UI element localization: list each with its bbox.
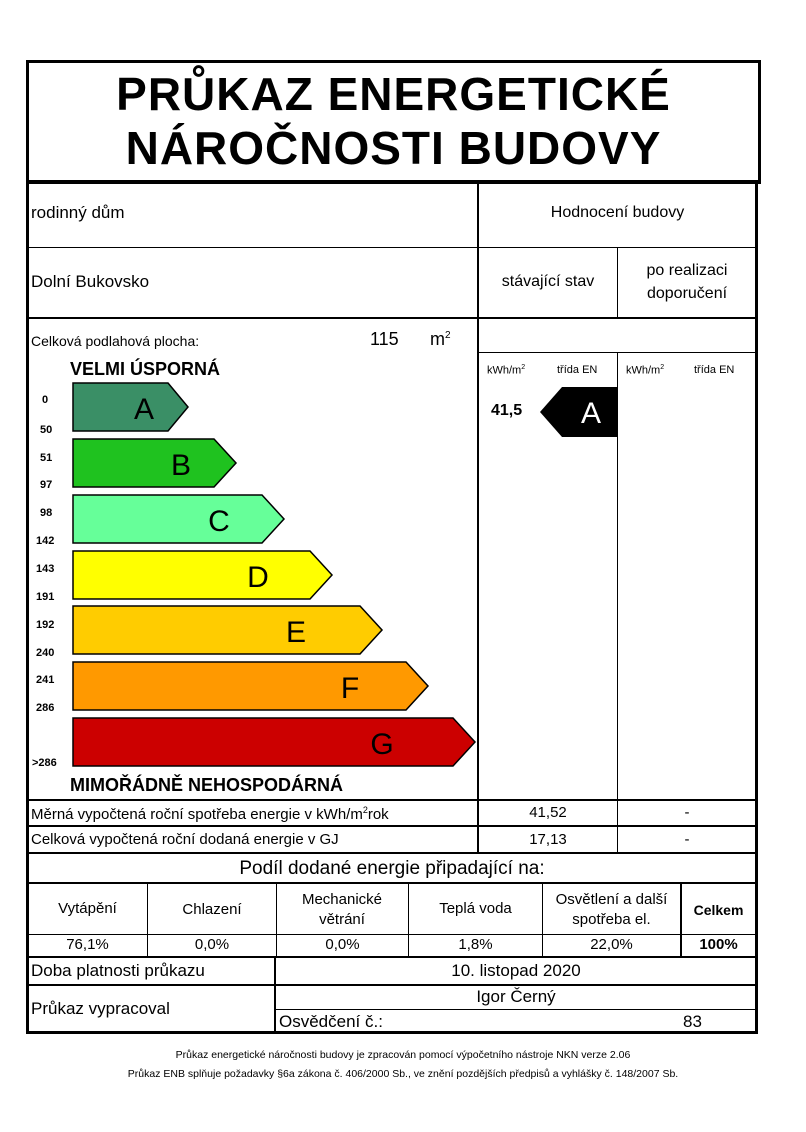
total-energy-label: Celková vypočtená roční dodaná energie v GJ	[31, 831, 339, 848]
energy-scale	[28, 378, 478, 778]
rating-after-header-1: po realizaci	[646, 262, 728, 279]
band-b-shape	[73, 439, 236, 487]
band-c-from: 98	[40, 507, 53, 519]
current-class-marker	[538, 386, 618, 438]
certificate-label: Osvědčení č.:	[279, 1012, 383, 1031]
band-f-from: 241	[36, 674, 55, 686]
rating-title: Hodnocení budovy	[550, 204, 685, 221]
band-b-to: 97	[40, 479, 53, 491]
band-a-to: 50	[40, 424, 53, 436]
band-e-to: 240	[36, 647, 55, 659]
share-head-cooling: Chlazení	[182, 901, 242, 918]
band-f-to: 286	[36, 702, 55, 714]
building-type: rodinný dům	[31, 203, 125, 222]
share-head-heating: Vytápění	[58, 900, 117, 917]
share-value-hot-water: 1,8%	[458, 936, 493, 953]
validity-value: 10. listopad 2020	[451, 961, 581, 980]
scale-top-label: VELMI ÚSPORNÁ	[70, 359, 221, 379]
footer-line-2: Průkaz ENB splňuje požadavky §6a zákona č. 406/2000 Sb., ve znění pozdějších předpisů a vyhlášky č. 148/2007 Sb.	[127, 1068, 679, 1080]
share-title: Podíl dodané energie připadající na:	[239, 858, 545, 879]
rating-current-header: stávající stav	[501, 273, 595, 290]
band-d-from: 143	[36, 563, 55, 575]
col-class-after: třída EN	[694, 364, 735, 376]
col-kwh-after: kWh/$m^2$	[626, 364, 665, 377]
band-c-to: 142	[36, 535, 55, 547]
title-line-2: NÁROČNOSTI BUDOVY	[125, 122, 662, 174]
share-value-ventilation: 0,0%	[325, 936, 360, 953]
total-energy-current: 17,13	[529, 831, 567, 848]
col-class-current: třída EN	[557, 364, 598, 376]
band-b	[40, 439, 236, 491]
band-d-to: 191	[36, 591, 55, 603]
band-c-letter: C	[208, 505, 230, 538]
scale-bottom-label: MIMOŘÁDNĚ NEHOSPODÁRNÁ	[70, 775, 344, 795]
band-b-letter: B	[170, 449, 192, 482]
specific-consumption-current: 41,52	[529, 804, 567, 821]
building-location: Dolní Bukovsko	[31, 272, 150, 291]
band-g-letter: G	[370, 728, 394, 761]
band-g-shape	[73, 718, 475, 766]
band-d-letter: D	[247, 561, 269, 594]
band-g-from: >286	[32, 757, 57, 769]
share-value-cooling: 0,0%	[194, 936, 230, 953]
band-d	[36, 551, 332, 603]
area-label: Celková podlahová plocha:	[31, 333, 200, 349]
band-e	[36, 606, 382, 659]
band-a	[40, 383, 188, 436]
specific-consumption-after: -	[684, 804, 690, 821]
band-a-letter: A	[133, 393, 155, 426]
share-head-ventilation: Mechanické větrání	[301, 891, 383, 928]
band-f-letter: F	[340, 672, 360, 705]
rating-after-header-2: doporučení	[646, 285, 728, 302]
current-value: 41,5	[491, 402, 523, 419]
area-value: 115	[370, 329, 399, 349]
share-head-lighting: Osvětlení a další spotřeba el.	[555, 891, 668, 928]
share-value-heating: 76,1%	[66, 936, 109, 953]
validity-label: Doba platnosti průkazu	[31, 961, 205, 980]
specific-consumption-label: Měrná vypočtená roční spotřeba energie v kWh/$m^2rok$	[31, 805, 389, 823]
share-value-lighting: 22,0%	[590, 936, 633, 953]
col-kwh-current: kWh/$m^2$	[487, 364, 526, 377]
area-unit: $m^2$	[430, 329, 451, 349]
share-head-hot-water: Teplá voda	[439, 900, 512, 917]
band-f-shape	[73, 662, 428, 710]
band-f	[36, 662, 428, 714]
band-e-from: 192	[36, 619, 55, 631]
band-c	[36, 495, 284, 547]
band-e-shape	[73, 606, 382, 654]
band-a-shape	[73, 383, 188, 431]
author-label: Průkaz vypracoval	[31, 999, 170, 1018]
title-block	[26, 60, 761, 184]
band-g	[32, 718, 475, 769]
total-energy-after: -	[684, 831, 690, 848]
band-a-from: 0	[42, 394, 49, 406]
share-value-total: 100%	[699, 936, 738, 953]
band-b-from: 51	[40, 452, 53, 464]
band-d-shape	[73, 551, 332, 599]
footer-line-1: Průkaz energetické náročnosti budovy je zpracován pomocí výpočetního nástroje NKN verze 2.06	[175, 1049, 631, 1061]
author-name: Igor Černý	[476, 987, 556, 1006]
share-head-total: Celkem	[693, 902, 744, 918]
band-c-shape	[73, 495, 284, 543]
current-class-letter: A	[580, 397, 602, 430]
certificate-number: 83	[683, 1012, 702, 1031]
title-line-1: PRŮKAZ ENERGETICKÉ	[116, 68, 671, 120]
band-e-letter: E	[285, 616, 307, 649]
